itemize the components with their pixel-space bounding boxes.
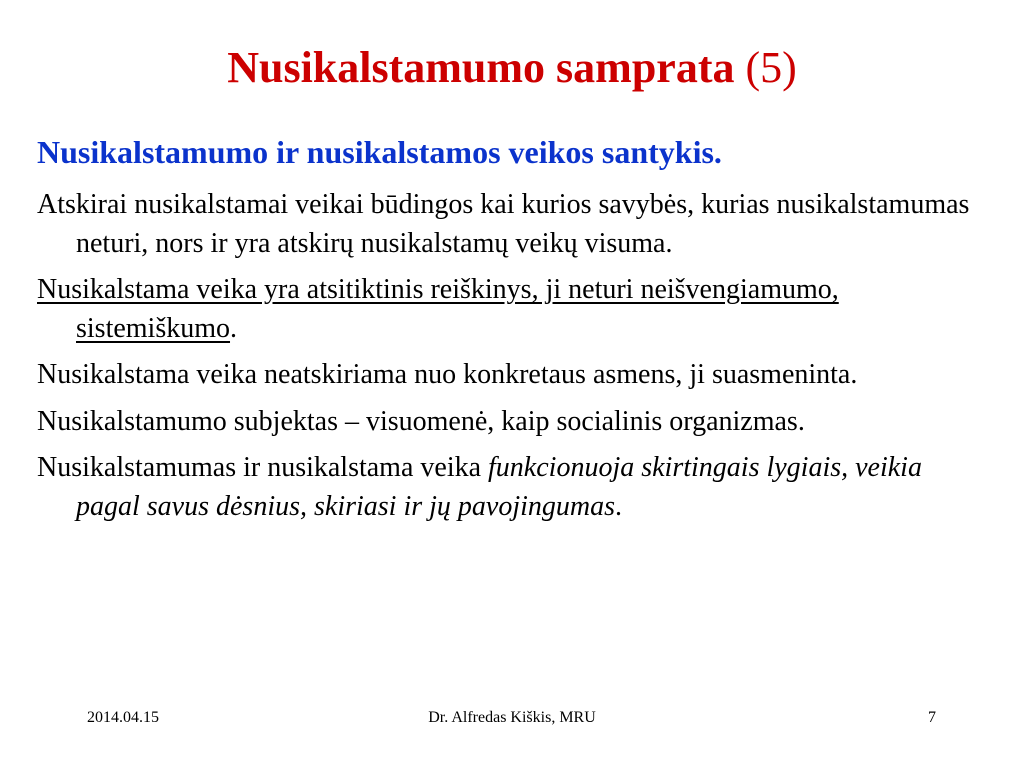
slide-body xyxy=(37,186,987,534)
paragraph-2-underlined: Nusikalstama veika yra atsitiktinis reiškinys, ji neturi neišvengiamumo, sistemiškumo xyxy=(37,274,839,344)
slide-subtitle: Nusikalstamumo ir nusikalstamos veikos santykis. xyxy=(37,134,722,170)
paragraph-5-italic: funkcionuoja skirtingais lygiais, veikia pagal savus dėsnius, skiriasi ir jų pavojingumas xyxy=(76,452,922,522)
footer-page-number: 7 xyxy=(928,709,936,726)
paragraph-2 xyxy=(37,271,987,348)
footer-author: Dr. Alfredas Kiškis, MRU xyxy=(428,709,596,726)
paragraph-5-end: . xyxy=(615,490,623,522)
paragraph-4: Nusikalstamumo subjektas – visuomenė, kaip socialinis organizmas. xyxy=(37,405,805,437)
title-number: (5) xyxy=(745,43,797,92)
paragraph-1: Atskirai nusikalstamai veikai būdingos kai kurios savybės, kurias nusikalstamumas neturi, nors ir yra atskirų nusikalstamų veikų visuma. xyxy=(37,189,970,259)
footer-date: 2014.04.15 xyxy=(87,709,159,726)
paragraph-3: Nusikalstama veika neatskiriama nuo konkretaus asmens, ji suasmeninta. xyxy=(37,359,858,390)
title-main-text: Nusikalstamumo samprata xyxy=(227,43,735,92)
paragraph-2-end: . xyxy=(230,312,238,344)
paragraph-5 xyxy=(37,449,987,526)
slide-title xyxy=(0,40,1024,96)
paragraph-5-plain: Nusikalstamumas ir nusikalstama veika xyxy=(37,452,489,483)
